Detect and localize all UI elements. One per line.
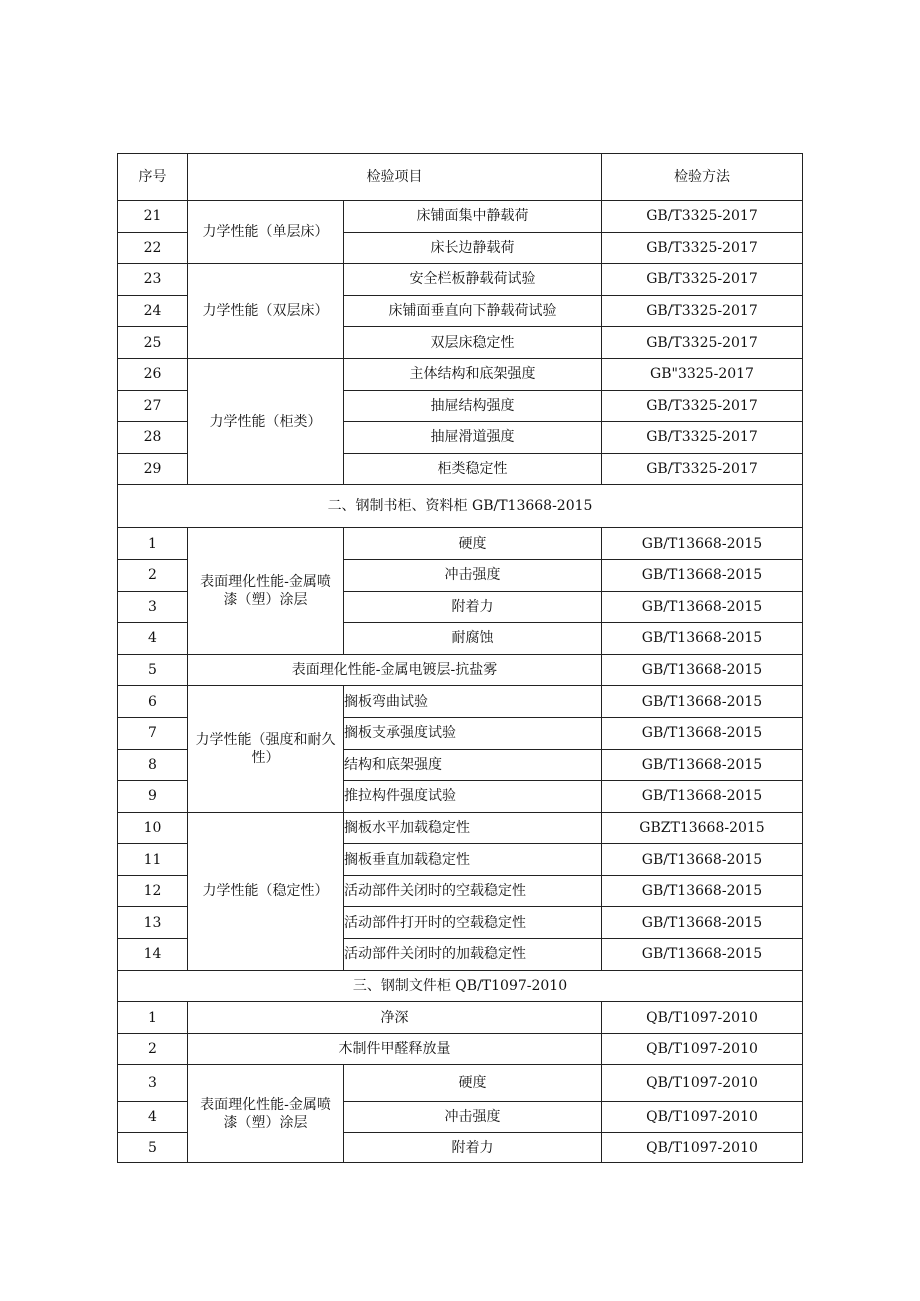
table-row bbox=[118, 201, 803, 233]
group-label: 力学性能（单层床） bbox=[188, 201, 344, 264]
row-item: 硬度 bbox=[344, 1065, 602, 1102]
row-item: 搁板垂直加载稳定性 bbox=[344, 844, 602, 876]
row-item: 活动部件关闭时的加载稳定性 bbox=[344, 939, 602, 971]
row-method: GB/T3325-2017 bbox=[602, 327, 803, 359]
row-method: GB/T3325-2017 bbox=[602, 201, 803, 233]
row-no: 7 bbox=[118, 717, 188, 749]
row-no: 9 bbox=[118, 781, 188, 813]
row-item: 活动部件打开时的空载稳定性 bbox=[344, 907, 602, 939]
row-method: QB/T1097-2010 bbox=[602, 1102, 803, 1133]
row-no: 21 bbox=[118, 201, 188, 233]
group-label-line: 性） bbox=[251, 750, 280, 766]
row-no: 27 bbox=[118, 390, 188, 422]
row-method: GB/T13668-2015 bbox=[602, 907, 803, 939]
table-row bbox=[118, 686, 803, 718]
row-no: 24 bbox=[118, 295, 188, 327]
group-label-line: 表面理化性能-金属喷 bbox=[200, 1096, 331, 1113]
row-method: GB/T13668-2015 bbox=[602, 654, 803, 686]
header-item: 检验项目 bbox=[188, 154, 602, 201]
table-row bbox=[118, 1002, 803, 1034]
group-label bbox=[188, 686, 344, 812]
row-item: 主体结构和底架强度 bbox=[344, 358, 602, 390]
row-method: GB/T3325-2017 bbox=[602, 232, 803, 264]
row-method: QB/T1097-2010 bbox=[602, 1033, 803, 1065]
row-item: 附着力 bbox=[344, 591, 602, 623]
row-method: GB/T13668-2015 bbox=[602, 528, 803, 560]
row-method: GB/T3325-2017 bbox=[602, 390, 803, 422]
row-no: 3 bbox=[118, 1065, 188, 1102]
row-item: 冲击强度 bbox=[344, 1102, 602, 1133]
table-header-row bbox=[118, 154, 803, 201]
row-no: 3 bbox=[118, 591, 188, 623]
row-item: 床长边静载荷 bbox=[344, 232, 602, 264]
row-method: GB/T3325-2017 bbox=[602, 453, 803, 485]
row-no: 8 bbox=[118, 749, 188, 781]
row-item: 搁板支承强度试验 bbox=[344, 717, 602, 749]
row-no: 4 bbox=[118, 623, 188, 655]
row-method: GB/T3325-2017 bbox=[602, 264, 803, 296]
row-item: 床铺面垂直向下静载荷试验 bbox=[344, 295, 602, 327]
row-item: 柜类稳定性 bbox=[344, 453, 602, 485]
row-method: GB/T3325-2017 bbox=[602, 422, 803, 454]
row-no: 4 bbox=[118, 1102, 188, 1133]
table-row bbox=[118, 1033, 803, 1065]
row-method: GB/T13668-2015 bbox=[602, 939, 803, 971]
row-item: 搁板弯曲试验 bbox=[344, 686, 602, 718]
row-no: 11 bbox=[118, 844, 188, 876]
row-no: 14 bbox=[118, 939, 188, 971]
group-label-line: 漆（塑）涂层 bbox=[223, 1114, 308, 1131]
row-method: GB/T13668-2015 bbox=[602, 591, 803, 623]
row-no: 13 bbox=[118, 907, 188, 939]
section-title: 三、钢制文件柜 QB/T1097-2010 bbox=[118, 970, 803, 1002]
row-method: GB/T13668-2015 bbox=[602, 623, 803, 655]
row-no: 5 bbox=[118, 654, 188, 686]
row-item: 推拉构件强度试验 bbox=[344, 781, 602, 813]
row-item: 搁板水平加载稳定性 bbox=[344, 812, 602, 844]
row-item: 抽屉结构强度 bbox=[344, 390, 602, 422]
section-title-row bbox=[118, 970, 803, 1002]
row-item: 活动部件关闭时的空载稳定性 bbox=[344, 875, 602, 907]
header-method: 检验方法 bbox=[602, 154, 803, 201]
table-row bbox=[118, 264, 803, 296]
row-item: 床铺面集中静载荷 bbox=[344, 201, 602, 233]
inspection-table bbox=[117, 153, 803, 1163]
row-item: 耐腐蚀 bbox=[344, 623, 602, 655]
row-item: 冲击强度 bbox=[344, 559, 602, 591]
row-no: 28 bbox=[118, 422, 188, 454]
row-item: 表面理化性能-金属电镀层-抗盐雾 bbox=[188, 654, 602, 686]
row-no: 25 bbox=[118, 327, 188, 359]
row-no: 5 bbox=[118, 1133, 188, 1163]
row-method: GB/T13668-2015 bbox=[602, 875, 803, 907]
section-title: 二、钢制书柜、资料柜 GB/T13668-2015 bbox=[118, 485, 803, 528]
row-item: 附着力 bbox=[344, 1133, 602, 1163]
row-item: 净深 bbox=[188, 1002, 602, 1034]
row-method: QB/T1097-2010 bbox=[602, 1133, 803, 1163]
group-label: 力学性能（双层床） bbox=[188, 264, 344, 359]
row-item: 双层床稳定性 bbox=[344, 327, 602, 359]
group-label-line: 漆（塑）涂层 bbox=[223, 592, 308, 609]
row-item: 安全栏板静载荷试验 bbox=[344, 264, 602, 296]
row-method: QB/T1097-2010 bbox=[602, 1002, 803, 1034]
row-method: GB/T13668-2015 bbox=[602, 686, 803, 718]
row-method: GB/T3325-2017 bbox=[602, 295, 803, 327]
row-method: GBZT13668-2015 bbox=[602, 812, 803, 844]
row-method: QB/T1097-2010 bbox=[602, 1065, 803, 1102]
table-row bbox=[118, 1065, 803, 1102]
row-method: GB/T13668-2015 bbox=[602, 717, 803, 749]
table-row bbox=[118, 812, 803, 844]
group-label-line: 力学性能（强度和耐久 bbox=[195, 732, 336, 748]
row-method: GB/T13668-2015 bbox=[602, 749, 803, 781]
row-no: 10 bbox=[118, 812, 188, 844]
table-row bbox=[118, 358, 803, 390]
row-method: GB"3325-2017 bbox=[602, 358, 803, 390]
row-no: 6 bbox=[118, 686, 188, 718]
row-no: 22 bbox=[118, 232, 188, 264]
group-label bbox=[188, 528, 344, 654]
section-title-row bbox=[118, 485, 803, 528]
row-item: 木制件甲醛释放量 bbox=[188, 1033, 602, 1065]
header-no: 序号 bbox=[118, 154, 188, 201]
table-row bbox=[118, 528, 803, 560]
row-no: 2 bbox=[118, 559, 188, 591]
row-no: 2 bbox=[118, 1033, 188, 1065]
group-label: 力学性能（柜类） bbox=[188, 358, 344, 484]
row-no: 29 bbox=[118, 453, 188, 485]
group-label bbox=[188, 1065, 344, 1163]
group-label: 力学性能（稳定性） bbox=[188, 812, 344, 970]
row-method: GB/T13668-2015 bbox=[602, 844, 803, 876]
table-row bbox=[118, 654, 803, 686]
row-no: 1 bbox=[118, 1002, 188, 1034]
row-item: 结构和底架强度 bbox=[344, 749, 602, 781]
row-no: 23 bbox=[118, 264, 188, 296]
row-no: 26 bbox=[118, 358, 188, 390]
row-no: 12 bbox=[118, 875, 188, 907]
row-item: 硬度 bbox=[344, 528, 602, 560]
row-item: 抽屉滑道强度 bbox=[344, 422, 602, 454]
row-method: GB/T13668-2015 bbox=[602, 559, 803, 591]
group-label-line: 表面理化性能-金属喷 bbox=[200, 574, 331, 591]
row-method: GB/T13668-2015 bbox=[602, 781, 803, 813]
row-no: 1 bbox=[118, 528, 188, 560]
